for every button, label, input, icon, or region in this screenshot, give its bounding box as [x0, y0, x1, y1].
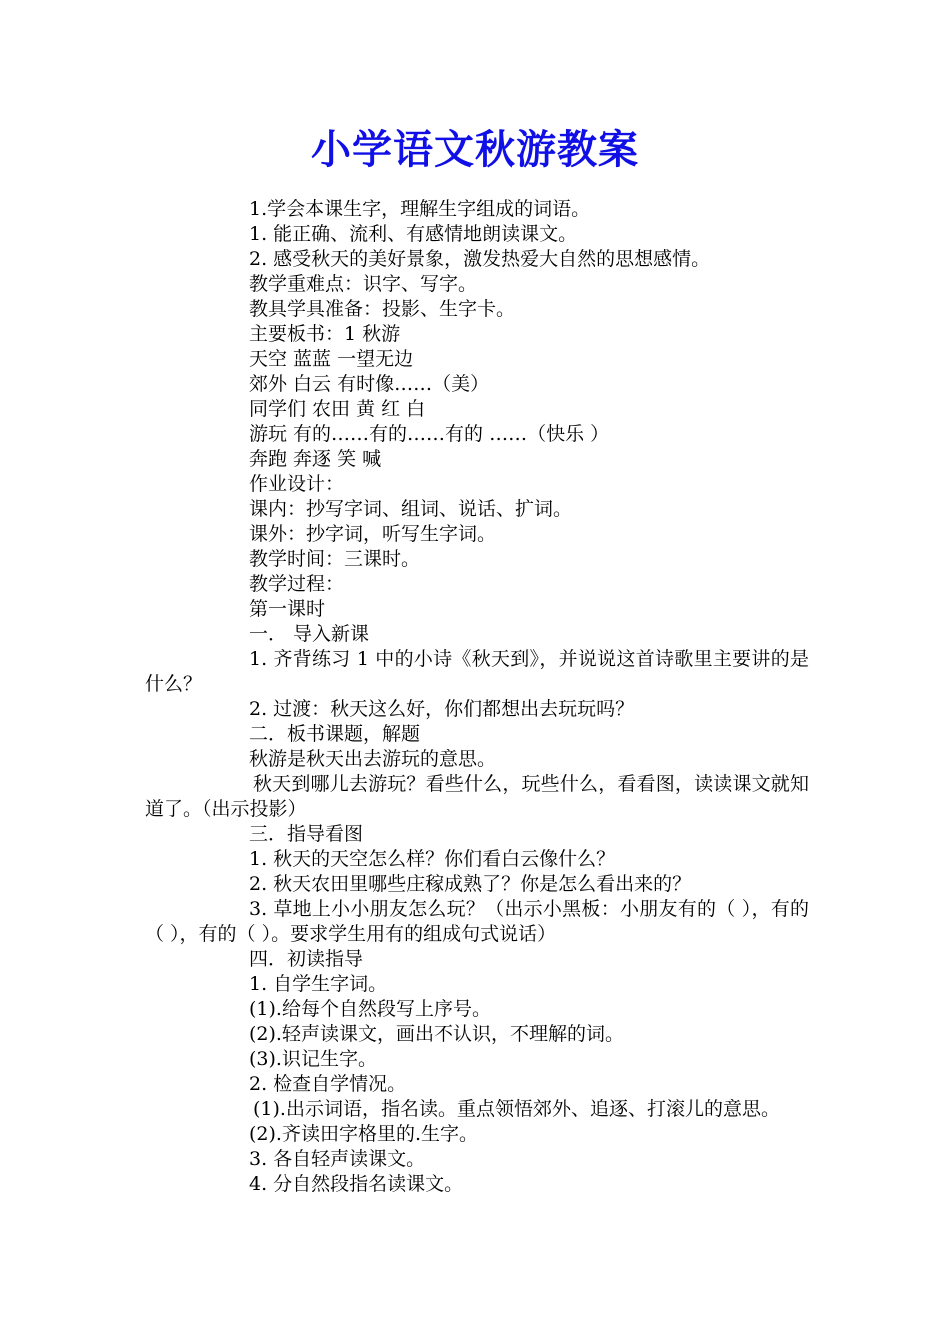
board-line: 游玩 有的……有的……有的 ……（快乐 ）: [249, 423, 610, 445]
paragraph-line: 3. 各自轻声读课文。: [249, 1148, 426, 1170]
key-points-line: 教学重难点：识字、写字。: [249, 273, 478, 295]
materials-line: 教具学具准备：投影、生字卡。: [249, 298, 516, 320]
paragraph-line: 2. 过渡：秋天这么好，你们都想出去玩玩吗？: [249, 698, 635, 720]
paragraph-line: 3. 草地上小小朋友怎么玩？（出示小黑板：小朋友有的（ ），有的（ ），有的（ ）。要求学生用有的组成句式说话）: [145, 898, 809, 945]
paragraph-line: 2. 秋天农田里哪些庄稼成熟了？你是怎么看出来的？: [249, 873, 692, 895]
homework-line: 课内：抄写字词、组词、说话、扩词。: [249, 498, 573, 520]
paragraph-line: 2. 检查自学情况。: [249, 1073, 407, 1095]
paragraph-line: (3).识记生字。: [249, 1048, 377, 1070]
document-title: 小学语文秋游教案: [311, 126, 639, 173]
teaching-time-line: 教学时间：三课时。: [249, 548, 421, 570]
paragraph-line: (2).轻声读课文，画出不认识，不理解的词。: [249, 1023, 624, 1045]
section-heading-line: 四．初读指导: [249, 948, 364, 970]
paragraph-line: 1. 秋天的天空怎么样？你们看白云像什么？: [249, 848, 616, 870]
board-line: 郊外 白云 有时像……（美）: [249, 373, 490, 395]
objective-line: 1. 能正确、流利、有感情地朗读课文。: [249, 223, 578, 245]
homework-line: 课外：抄字词，听写生字词。: [249, 523, 497, 545]
section-heading-line: 二．板书课题，解题: [249, 723, 421, 745]
process-heading-line: 教学过程：: [249, 573, 345, 595]
paragraph-line: 秋天到哪儿去游玩？看些什么，玩些什么，看看图，读读课文就知道了。（出示投影）: [145, 773, 809, 820]
board-line: 奔跑 奔逐 笑 喊: [249, 448, 382, 470]
paragraph-line: 4. 分自然段指名读课文。: [249, 1173, 464, 1195]
paragraph-line: 1. 自学生字词。: [249, 973, 388, 995]
objective-line: 1.学会本课生字，理解生字组成的词语。: [249, 198, 591, 220]
objective-line: 2. 感受秋天的美好景象，激发热爱大自然的思想感情。: [249, 248, 711, 270]
section-heading-line: 一． 导入新课: [249, 623, 370, 645]
paragraph-line: 1. 齐背练习 1 中的小诗《秋天到》，并说说这首诗歌里主要讲的是什么？: [145, 648, 809, 695]
board-line: 天空 蓝蓝 一望无边: [249, 348, 414, 370]
document-body: [145, 197, 809, 1197]
paragraph-line: 秋游是秋天出去游玩的意思。: [249, 748, 497, 770]
paragraph-line: (1).给每个自然段写上序号。: [249, 998, 491, 1020]
lesson-heading-line: 第一课时: [249, 598, 326, 620]
section-heading-line: 三．指导看图: [249, 823, 364, 845]
paragraph-line: (1).出示词语，指名读。重点领悟郊外、追逐、打滚儿的意思。: [253, 1098, 780, 1120]
board-line: 同学们 农田 黄 红 白: [249, 398, 426, 420]
board-heading-line: 主要板书：1 秋游: [249, 323, 401, 345]
homework-heading-line: 作业设计：: [249, 473, 345, 495]
paragraph-line: (2).齐读田字格里的.生字。: [249, 1123, 478, 1145]
